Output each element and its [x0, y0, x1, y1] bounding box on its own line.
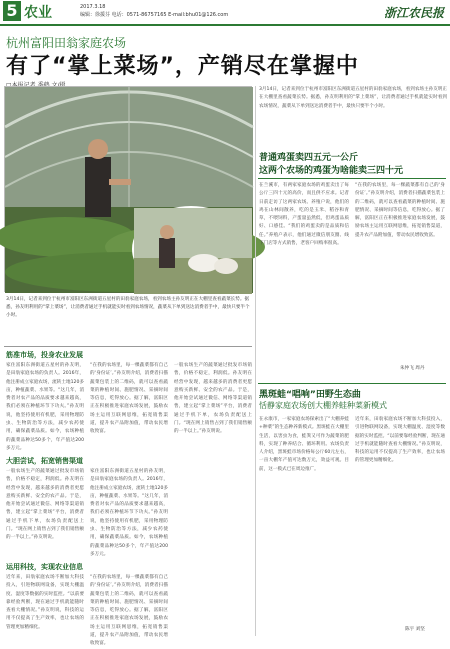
section3-body-col2: “在我的农场里，每一棵蔬菜都有自己的‘身份证’。”孙友明介绍，消费者扫描蔬菜包装上的二维码，就可以查看蔬菜的种植时间、施肥情况、采摘时间等信息，吃得放心。据了解，富阳区正在积极推进家庭农场发展，鼓励农场主运用互联网思维，拓宽销售渠道，提升农产品附加值，带动农民增收致富。 [90, 575, 168, 647]
section-col3-body: 一般农场生产的蔬菜通过批发市场销售，价格不稳定，利润低。孙友明在经营中发现，越来越多的消费者更愿意购买新鲜、安全的农产品。于是，他开始尝试通过微信、网络等渠道销售，建立起“掌上菜场”平台，消费者通过手机下单，农场负责配送上门。“现在网上销售占到了我们销售额的一半以上。”孙友明说。 [174, 363, 252, 435]
lead-headline: 有了“掌上菜场”，产销尽在掌握中 [6, 54, 359, 79]
section-title: 农业 [24, 5, 52, 21]
right-story1-body-col2: “在我的农场里，每一棵蔬菜都有自己的‘身份证’。”孙友明介绍，消费者扫描蔬菜包装上的二维码，就可以查看蔬菜的种植时间、施肥情况、采摘时间等信息，吃得放心。据了解，富阳区正在积极推进家庭农场发展，鼓励农场主运用互联网思维，拓宽销售渠道，提升农产品附加值，带动农民增收致富。 [355, 183, 445, 238]
section1-body-col2: “在我的农场里，每一棵蔬菜都有自己的‘身份证’。”孙友明介绍，消费者扫描蔬菜包装上的二维码，就可以查看蔬菜的种植时间、施肥情况、采摘时间等信息，吃得放心。据了解，富阳区正在积极推进家庭农场发展，鼓励农场主运用互联网思维，拓宽销售渠道，提升农产品附加值，带动农民增收致富。 [90, 363, 168, 435]
right-story1-subtitle: 这两个农场的鸡蛋为啥能卖三四十元 [259, 166, 404, 176]
right-top-body: 3月14日，记者来到位于杭州市富阳区东洲街道五星村的田翁家庭农场，看到农场主孙友明正在大棚里查看蔬菜长势。据悉，孙友明利用的“掌上菜场”，让消费者通过手机就能实时看到农场情况，蔬菜从下单到送达消费者手中，最快只要半个小时。 [259, 87, 447, 109]
section2-body: 一般农场生产的蔬菜通过批发市场销售，价格不稳定，利润低。孙友明在经营中发现，越来越多的消费者更愿意购买新鲜、安全的农产品。于是，他开始尝试通过微信、网络等渠道销售，建立起“掌上菜场”平台，消费者通过手机下单，农场负责配送上门。“现在网上销售占到了我们销售额的一半以上。”孙友明说。 [6, 469, 84, 541]
section1-body: 家住富阳东洲街道五星村的孙友明，是田翁家庭农场的负责人。2016年，他注册成立家庭农场，流转土地120多亩，种植蔬菜、水果等。“这几年，消费者对农产品的品质要求越来越高，我们必须在种植环节下功夫。”孙友明说，他坚持使用有机肥，采用物理防虫、生物防治等方法，减少农药使用，确保蔬菜品质。如今，农场种植的蔬菜品种达50多个，年产值达200多万元。 [6, 363, 84, 451]
section1-title: 筋准市场，投身农业发展 [6, 351, 83, 359]
right-story2-title: 黑斑蛙“唱响”田野生态曲 [259, 390, 361, 400]
right-story1-rule [258, 178, 446, 179]
page-number: 5 [3, 1, 21, 21]
right-story1-title: 普通鸡蛋卖四五元一公斤 [259, 153, 359, 163]
sheep-photo [134, 208, 252, 294]
editor-contact: 编辑：徐援芬 电话：0571-86757165 E-mail:bhu01@126.com [80, 12, 229, 18]
masthead-meta [80, 3, 228, 19]
section3-body: 近年来，田翁家庭农场不断加大科技投入，引进物联网设备，实现大棚温度、湿度等数据的实时监控。“以前要靠经验判断，现在通过手机就能随时查看大棚情况。”孙友明说，科技的运用不仅提高了生产效率，也让农场的管理更加精细化。 [6, 575, 84, 630]
right-story2-body: 在永康市，一家家庭农场探索出了“大棚养蛙+种菜”的生态种养新模式。黑斑蛙在大棚里生活，以害虫为食，蛙粪又可作为蔬菜的肥料，实现了种养结合、循环利用。农场负责人介绍，黑斑蛙市场价格每公斤60元左右，一亩大棚年产值可达数万元，效益可观。目前，这一模式已在周边推广。 [259, 417, 349, 472]
paper-name: 浙江农民报 [383, 6, 444, 20]
divider [4, 346, 252, 347]
inset-photo [132, 206, 250, 292]
section2-body-col2: 家住富阳东洲街道五星村的孙友明，是田翁家庭农场的负责人。2016年，他注册成立家庭农场，流转土地120多亩，种植蔬菜、水果等。“这几年，消费者对农产品的品质要求越来越高，我们必须在种植环节下功夫。”孙友明说，他坚持使用有机肥，采用物理防虫、生物防治等方法，减少农药使用，确保蔬菜品质。如今，农场种植的蔬菜品种达50多个，年产值达200多万元。 [90, 469, 168, 557]
column-divider [255, 86, 256, 636]
issue-date: 2017.3.18 [80, 4, 106, 10]
right-story1-byline: 朱仲飞 周丹 [400, 366, 425, 371]
right-story2-byline: 陈宇 刘坚 [405, 627, 425, 632]
section3-title: 运用科技，实现农业信息 [6, 563, 83, 571]
section2-title: 大胆尝试，拓宽销售渠道 [6, 457, 83, 465]
lead-caption: 3月14日，记者来到位于杭州市富阳区东洲街道五星村的田翁家庭农场，看到农场主孙友明正在大棚里查看蔬菜长势。据悉，孙友明利用的“掌上菜场”，让消费者通过手机就能实时看到农场情况，蔬菜从下单到送达消费者手中，最快只要半个小时。 [6, 297, 250, 318]
right-story1-body: 在兰溪市，有两家家庭农场的鸡蛋卖出了每公斤三四十元的高价，而且供不应求。记者日前走访了这两家农场。养殖户说，他们的鸡在山林间散养，吃的是玉米、稻谷和青草，不喂饲料，产蛋量虽然低，但鸡蛋品质好、口感佳。“我们的鸡蛋卖的是品质和信任。”养殖户表示，他们通过微信朋友圈、线下门店等方式销售，老客户回购率很高。 [259, 183, 349, 247]
right-story2-body-col2: 近年来，田翁家庭农场不断加大科技投入，引进物联网设备，实现大棚温度、湿度等数据的实时监控。“以前要靠经验判断，现在通过手机就能随时查看大棚情况。”孙友明说，科技的运用不仅提高了生产效率，也让农场的管理更加精细化。 [355, 417, 445, 464]
right-story2-subtitle: 恬静家庭农场创大棚养蛙种菜新模式 [259, 401, 387, 410]
right-story2-rule [258, 383, 446, 384]
lead-kicker: 杭州富阳田翁家庭农场 [6, 36, 127, 50]
